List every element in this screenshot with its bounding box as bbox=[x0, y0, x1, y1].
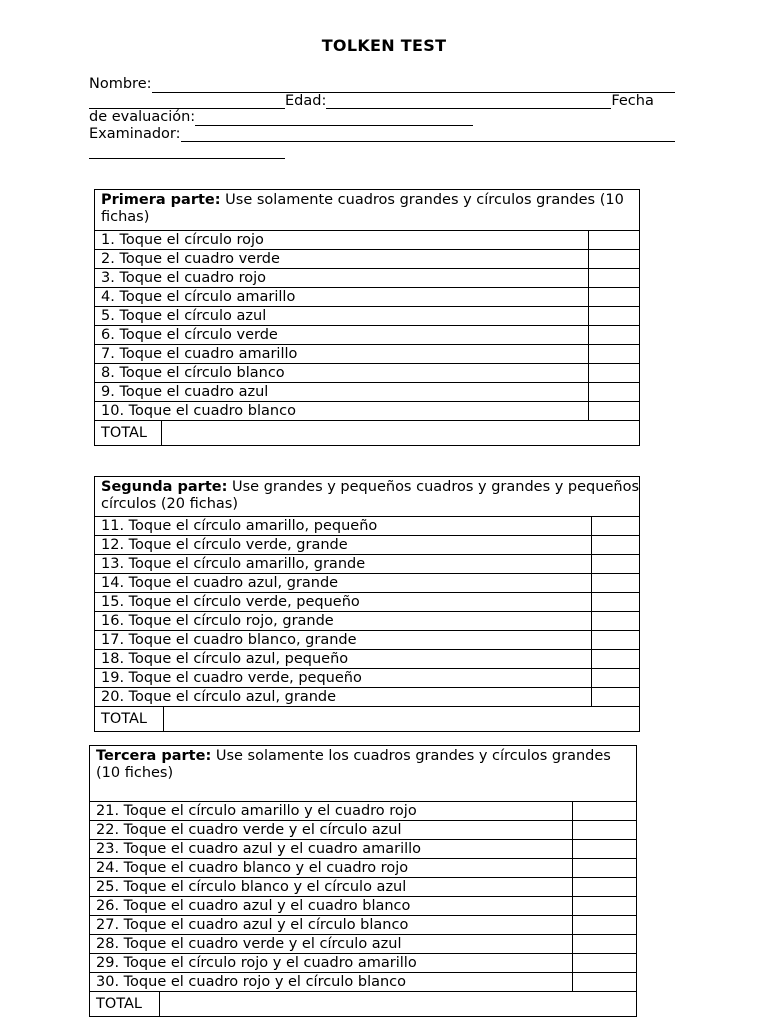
item-instruction: 7. Toque el cuadro amarillo bbox=[95, 345, 589, 364]
part-2-total-field[interactable] bbox=[164, 707, 640, 732]
item-score-cell[interactable] bbox=[573, 840, 637, 859]
nombre-line bbox=[89, 76, 675, 93]
examinador-field-continued[interactable] bbox=[89, 145, 285, 159]
item-score-cell[interactable] bbox=[592, 631, 640, 650]
item-instruction: 25. Toque el círculo blanco y el círculo azul bbox=[90, 878, 573, 897]
table-row bbox=[90, 916, 637, 935]
table-row bbox=[95, 555, 640, 574]
table-row bbox=[95, 383, 640, 402]
item-score-cell[interactable] bbox=[573, 878, 637, 897]
item-score-cell[interactable] bbox=[589, 269, 640, 288]
table-row bbox=[95, 536, 640, 555]
item-instruction: 20. Toque el círculo azul, grande bbox=[95, 688, 592, 707]
part-2-header bbox=[95, 477, 640, 517]
table-row bbox=[95, 231, 640, 250]
item-score-cell[interactable] bbox=[592, 517, 640, 536]
item-score-cell[interactable] bbox=[573, 802, 637, 821]
item-score-cell[interactable] bbox=[573, 821, 637, 840]
table-row bbox=[90, 973, 637, 992]
table-row bbox=[95, 288, 640, 307]
part-2-heading: Segunda parte: bbox=[101, 479, 228, 495]
item-score-cell[interactable] bbox=[592, 612, 640, 631]
table-row bbox=[90, 840, 637, 859]
examinador-line bbox=[89, 126, 675, 143]
item-instruction: 23. Toque el cuadro azul y el cuadro amarillo bbox=[90, 840, 573, 859]
part-3-total-label: TOTAL bbox=[90, 992, 160, 1017]
item-instruction: 14. Toque el cuadro azul, grande bbox=[95, 574, 592, 593]
part-2-instruction: Use grandes y pequeños cuadros y grandes y pequeños círculos (20 fichas) bbox=[101, 479, 639, 512]
item-instruction: 28. Toque el cuadro verde y el círculo azul bbox=[90, 935, 573, 954]
table-row bbox=[95, 593, 640, 612]
item-score-cell[interactable] bbox=[589, 231, 640, 250]
examinador-field[interactable] bbox=[181, 128, 675, 142]
item-score-cell[interactable] bbox=[589, 364, 640, 383]
part-2-table bbox=[94, 476, 640, 732]
edad-field[interactable] bbox=[326, 95, 611, 109]
table-row bbox=[95, 650, 640, 669]
table-row bbox=[95, 402, 640, 421]
item-score-cell[interactable] bbox=[573, 973, 637, 992]
table-row bbox=[95, 669, 640, 688]
item-score-cell[interactable] bbox=[592, 555, 640, 574]
item-instruction: 17. Toque el cuadro blanco, grande bbox=[95, 631, 592, 650]
part-1-instruction: Use solamente cuadros grandes y círculos grandes (10 fichas) bbox=[101, 192, 624, 225]
table-row bbox=[95, 517, 640, 536]
item-instruction: 16. Toque el círculo rojo, grande bbox=[95, 612, 592, 631]
fecha-line bbox=[89, 109, 675, 126]
item-score-cell[interactable] bbox=[589, 250, 640, 269]
item-instruction: 15. Toque el círculo verde, pequeño bbox=[95, 593, 592, 612]
item-instruction: 8. Toque el círculo blanco bbox=[95, 364, 589, 383]
examinador-line-2 bbox=[89, 142, 675, 159]
table-row bbox=[95, 307, 640, 326]
item-instruction: 19. Toque el cuadro verde, pequeño bbox=[95, 669, 592, 688]
item-score-cell[interactable] bbox=[573, 859, 637, 878]
item-score-cell[interactable] bbox=[592, 650, 640, 669]
table-row bbox=[95, 631, 640, 650]
nombre-label: Nombre: bbox=[89, 76, 152, 92]
item-score-cell[interactable] bbox=[592, 574, 640, 593]
table-row bbox=[95, 250, 640, 269]
fecha-label-continued: de evaluación: bbox=[89, 109, 196, 125]
part-3-heading: Tercera parte: bbox=[96, 748, 212, 764]
item-instruction: 1. Toque el círculo rojo bbox=[95, 231, 589, 250]
item-score-cell[interactable] bbox=[573, 935, 637, 954]
item-instruction: 27. Toque el cuadro azul y el círculo blanco bbox=[90, 916, 573, 935]
nombre-field[interactable] bbox=[152, 79, 676, 93]
item-instruction: 5. Toque el círculo azul bbox=[95, 307, 589, 326]
table-row bbox=[90, 859, 637, 878]
item-instruction: 10. Toque el cuadro blanco bbox=[95, 402, 589, 421]
item-score-cell[interactable] bbox=[592, 536, 640, 555]
item-score-cell[interactable] bbox=[589, 383, 640, 402]
table-row bbox=[90, 897, 637, 916]
item-instruction: 30. Toque el cuadro rojo y el círculo blanco bbox=[90, 973, 573, 992]
table-row bbox=[95, 345, 640, 364]
item-score-cell[interactable] bbox=[592, 669, 640, 688]
examinador-label: Examinador: bbox=[89, 125, 181, 142]
part-3-header bbox=[90, 746, 637, 802]
part-3-instruction: Use solamente los cuadros grandes y círculos grandes (10 fiches) bbox=[96, 748, 611, 781]
item-instruction: 2. Toque el cuadro verde bbox=[95, 250, 589, 269]
item-instruction: 21. Toque el círculo amarillo y el cuadro rojo bbox=[90, 802, 573, 821]
item-instruction: 24. Toque el cuadro blanco y el cuadro rojo bbox=[90, 859, 573, 878]
item-score-cell[interactable] bbox=[573, 897, 637, 916]
edad-line bbox=[89, 93, 675, 110]
part-3-table bbox=[89, 745, 637, 1017]
table-row bbox=[95, 326, 640, 345]
item-score-cell[interactable] bbox=[592, 688, 640, 707]
table-row bbox=[95, 688, 640, 707]
item-instruction: 13. Toque el círculo amarillo, grande bbox=[95, 555, 592, 574]
table-row bbox=[90, 878, 637, 897]
fecha-label: Fecha bbox=[611, 92, 654, 109]
item-instruction: 6. Toque el círculo verde bbox=[95, 326, 589, 345]
patient-info-block bbox=[89, 76, 675, 159]
item-score-cell[interactable] bbox=[592, 593, 640, 612]
document-title: TOLKEN TEST bbox=[321, 36, 447, 55]
item-instruction: 9. Toque el cuadro azul bbox=[95, 383, 589, 402]
item-score-cell[interactable] bbox=[589, 402, 640, 421]
edad-label: Edad: bbox=[285, 92, 327, 109]
table-row bbox=[90, 821, 637, 840]
fecha-field[interactable] bbox=[195, 112, 473, 126]
item-score-cell[interactable] bbox=[589, 288, 640, 307]
item-score-cell[interactable] bbox=[589, 345, 640, 364]
table-row bbox=[95, 364, 640, 383]
item-instruction: 12. Toque el círculo verde, grande bbox=[95, 536, 592, 555]
part-1-total-field[interactable] bbox=[162, 421, 640, 446]
table-row bbox=[95, 612, 640, 631]
item-instruction: 4. Toque el círculo amarillo bbox=[95, 288, 589, 307]
part-1-header bbox=[95, 190, 640, 231]
part-1-total-label: TOTAL bbox=[95, 421, 162, 446]
item-score-cell[interactable] bbox=[573, 916, 637, 935]
part-3-total-field[interactable] bbox=[160, 992, 637, 1017]
item-instruction: 22. Toque el cuadro verde y el círculo azul bbox=[90, 821, 573, 840]
item-instruction: 18. Toque el círculo azul, pequeño bbox=[95, 650, 592, 669]
item-score-cell[interactable] bbox=[589, 326, 640, 345]
item-instruction: 11. Toque el círculo amarillo, pequeño bbox=[95, 517, 592, 536]
item-score-cell[interactable] bbox=[589, 307, 640, 326]
part-1-heading: Primera parte: bbox=[101, 192, 221, 208]
item-instruction: 29. Toque el círculo rojo y el cuadro amarillo bbox=[90, 954, 573, 973]
table-row bbox=[95, 574, 640, 593]
nombre-field-continued[interactable] bbox=[89, 95, 285, 109]
table-row bbox=[90, 954, 637, 973]
part-1-table bbox=[94, 189, 640, 446]
table-row bbox=[90, 802, 637, 821]
table-row bbox=[90, 935, 637, 954]
table-row bbox=[95, 269, 640, 288]
item-score-cell[interactable] bbox=[573, 954, 637, 973]
part-2-total-label: TOTAL bbox=[95, 707, 164, 732]
item-instruction: 3. Toque el cuadro rojo bbox=[95, 269, 589, 288]
item-instruction: 26. Toque el cuadro azul y el cuadro blanco bbox=[90, 897, 573, 916]
